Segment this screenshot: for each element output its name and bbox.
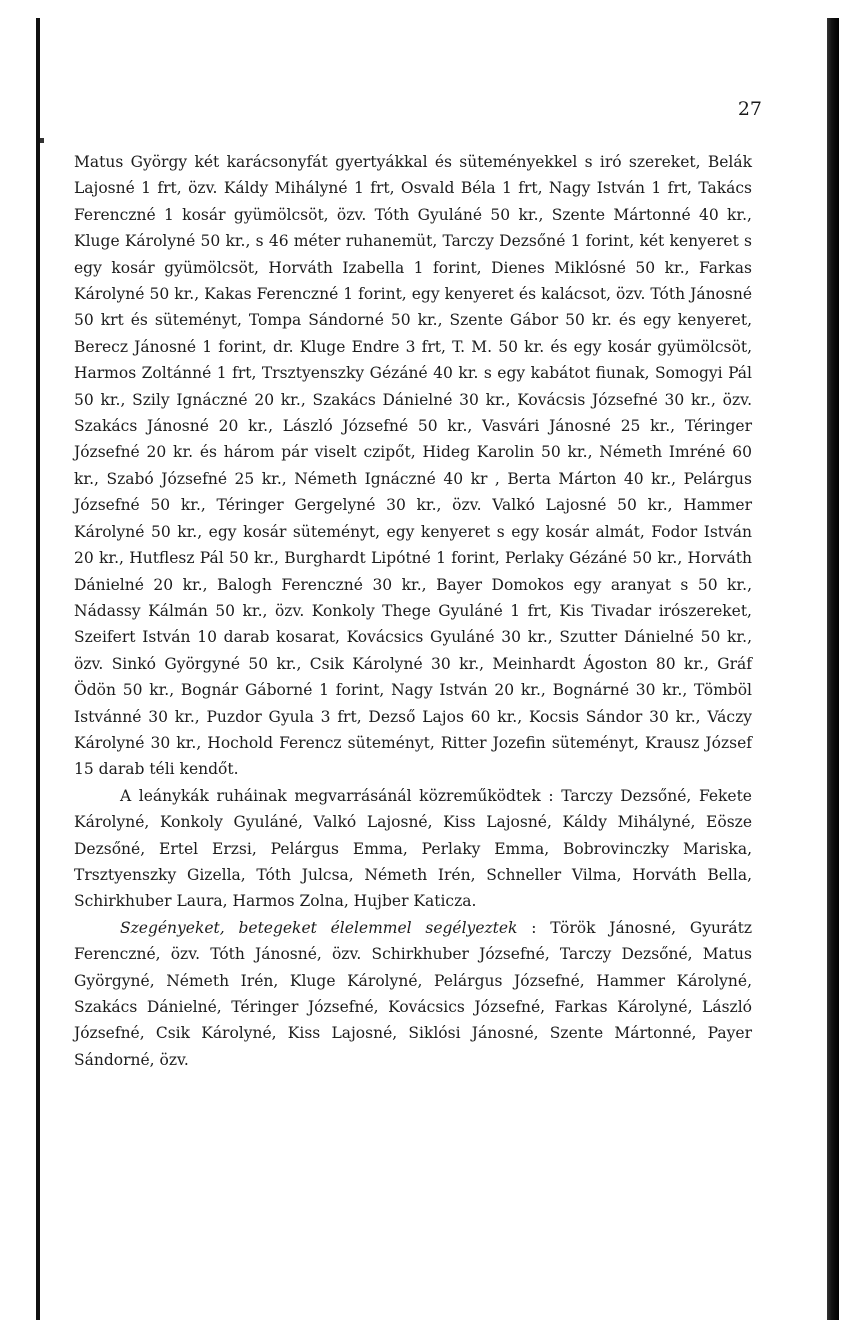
food-aid-text: : Török Jánosné, Gyurátz Ferenczné, özv. Tóth Jánosné, özv. Schirkhuber Józsefné, Tarczy Dezsőné, Matus Györgyné, Németh Irén, Kluge Károlyné, Pelárgus Józsefné, Hammer Károlyné, Szakács Dánielné, Téringer Józsefné, Kovácsics Józsefné, Farkas Károlyné, László Józsefné, Csik Károlyné, Kiss Lajosné, Siklósi Jánosné, Szente Mártonné, Payer Sándorné, özv.	[74, 918, 753, 1069]
food-aid-lead: Szegényeket, betegeket élelemmel segélyeztek	[120, 918, 532, 937]
seamstresses-paragraph: A leánykák ruháinak megvarrásánál közreműködtek : Tarczy Dezsőné, Fekete Károlyné, Konkoly Gyuláné, Valkó Lajosné, Kiss Lajosné, Káldy Mihályné, Eösze Dezsőné, Ertel Erzsi, Pelárgus Emma, Perlaky Emma, Bobrovinczky Mariska, Trsztyenszky Gizella, Tóth Julcsa, Németh Irén, Schneller Vilma, Horváth Bella, Schirkhuber Laura, Harmos Zolna, Hujber Katicza.	[74, 786, 752, 911]
scan-mark	[40, 138, 44, 143]
page-number: 27	[737, 98, 762, 120]
food-aid-paragraph	[74, 915, 752, 1073]
donor-list-paragraph: Matus György két karácsonyfát gyertyákkal és süteményekkel s iró szereket, Belák Lajosné 1 frt, özv. Káldy Mihályné 1 frt, Osvald Béla 1 frt, Nagy István 1 frt, Takács Ferenczné 1 kosár gyümölcsöt, özv. Tóth Gyuláné 50 kr., Szente Mártonné 40 kr., Kluge Károlyné 50 kr., s 46 méter ruhanemüt, Tarczy Dezsőné 1 forint, két kenyeret s egy kosár gyümölcsöt, Horváth Izabella 1 forint, Dienes Miklósné 50 kr., Farkas Károlyné 50 kr., Kakas Ferenczné 1 forint, egy kenyeret és kalácsot, özv. Tóth Jánosné 50 krt és süteményt, Tompa Sándorné 50 kr., Szente Gábor 50 kr. és egy kenyeret, Berecz Jánosné 1 forint, dr. Kluge Endre 3 frt, T. M. 50 kr. és egy kosár gyümölcsöt, Harmos Zoltánné 1 frt, Trsztyenszky Gézáné 40 kr. s egy kabátot fiunak, Somogyi Pál 50 kr., Szily Ignáczné 20 kr., Szakács Dánielné 30 kr., Kovácsis Józsefné 30 kr., özv. Szakács Jánosné 20 kr., László Józsefné 50 kr., Vasvári Jánosné 25 kr., Téringer Józsefné 20 kr. és három pár viselt czipőt, Hideg Karolin 50 kr., Németh Imréné 60 kr., Szabó Józsefné 25 kr., Németh Ignáczné 40 kr , Berta Márton 40 kr., Pelárgus Józsefné 50 kr., Téringer Gergelyné 30 kr., özv. Valkó Lajosné 50 kr., Hammer Károlyné 50 kr., egy kosár süteményt, egy kenyeret s egy kosár almát, Fodor István 20 kr., Hutflesz Pál 50 kr., Burghardt Lipótné 1 forint, Perlaky Gézáné 50 kr., Horváth Dánielné 20 kr., Balogh Ferenczné 30 kr., Bayer Domokos egy aranyat s 50 kr., Nádassy Kálmán 50 kr., özv. Konkoly Thege Gyuláné 1 frt, Kis Tivadar irószereket, Szeifert István 10 darab kosarat, Kovácsics Gyuláné 30 kr., Szutter Dánielné 50 kr., özv. Sinkó Györgyné 50 kr., Csik Károlyné 30 kr., Meinhardt Ágoston 80 kr., Gráf Ödön 50 kr., Bognár Gáborné 1 forint, Nagy István 20 kr., Bognárné 30 kr., Tömböl Istvánné 30 kr., Puzdor Gyula 3 frt, Dezső Lajos 60 kr., Kocsis Sándor 30 kr., Váczy Károlyné 30 kr., Hochold Ferencz süteményt, Ritter Jozefin süteményt, Krausz József 15 darab téli kendőt.	[74, 153, 752, 779]
page-body	[74, 149, 752, 1073]
scan-right-edge	[827, 18, 839, 1320]
scan-left-edge	[36, 18, 40, 1320]
